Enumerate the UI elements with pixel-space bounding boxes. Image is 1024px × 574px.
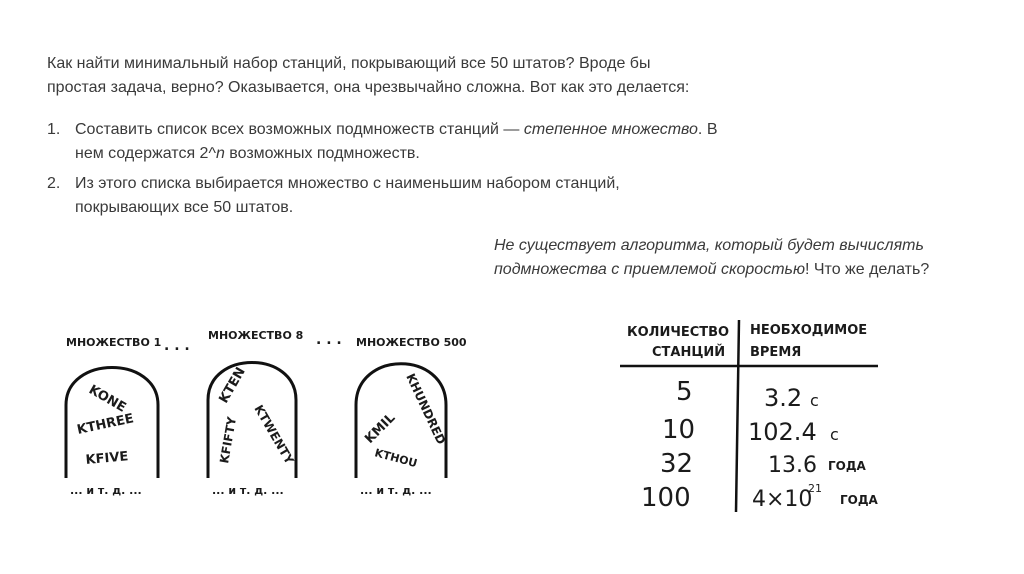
set-500-item-1: KHUNDRED bbox=[403, 371, 449, 447]
set-500-title: МНОЖЕСТВО 500 bbox=[356, 336, 467, 349]
step-2-number: 2. bbox=[47, 175, 61, 192]
ellipsis-1: . . . bbox=[164, 338, 190, 354]
intro-line-1: Как найти минимальный набор станций, покрывающий все 50 штатов? Вроде бы bbox=[47, 55, 651, 72]
row-2-time: 102.4 bbox=[748, 418, 817, 446]
set-500-item-2: KMIL bbox=[362, 410, 399, 447]
set-8 bbox=[208, 329, 303, 497]
row-2-stations: 10 bbox=[662, 415, 696, 445]
set-8-title: МНОЖЕСТВО 8 bbox=[208, 329, 304, 342]
row-1-unit: с bbox=[810, 391, 819, 410]
set-500 bbox=[356, 336, 467, 497]
header-time-line-2: ВРЕМЯ bbox=[750, 345, 802, 360]
step-1-text-b: . В нем содержатся 2^ bbox=[75, 121, 718, 162]
step-1-n: n bbox=[215, 145, 225, 162]
row-1-stations: 5 bbox=[676, 377, 693, 407]
header-stations-line-2: СТАНЦИЙ bbox=[652, 345, 726, 360]
set-500-item-3: KTHOU bbox=[373, 446, 419, 471]
set-1-item-2: KTHREE bbox=[75, 411, 136, 438]
step-2-text: Из этого списка выбирается множество с наименьшим набором станций, покрывающих все 50 штатов. bbox=[75, 175, 620, 216]
row-4-exponent: 21 bbox=[808, 482, 822, 495]
intro-line-2: простая задача, верно? Оказывается, она чрезвычайно сложна. Вот как это делается: bbox=[47, 79, 690, 96]
table-vertical-rule bbox=[736, 320, 739, 512]
row-2-unit: с bbox=[830, 425, 839, 444]
row-4-time: 4×10 bbox=[752, 487, 813, 512]
header-stations-line-1: КОЛИЧЕСТВО bbox=[627, 325, 730, 340]
time-table bbox=[620, 320, 879, 513]
set-8-item-2: KFIFTY bbox=[217, 415, 240, 465]
row-3-unit: ГОДА bbox=[828, 459, 866, 473]
row-1-time: 3.2 bbox=[764, 384, 803, 412]
set-8-item-1: KTEN bbox=[216, 364, 249, 406]
set-8-item-3: KTWENTY bbox=[251, 402, 297, 467]
note-plain: ! Что же делать? bbox=[804, 261, 930, 278]
row-3-time: 13.6 bbox=[768, 453, 817, 478]
row-3-stations: 32 bbox=[660, 449, 694, 479]
step-1-text-c: возможных подмножеств. bbox=[224, 145, 420, 162]
row-4-unit: ГОДА bbox=[840, 493, 878, 507]
set-1-title: МНОЖЕСТВО 1 bbox=[66, 336, 162, 349]
set-1-item-1: KONE bbox=[86, 382, 129, 416]
set-1-footer: ... и т. д. ... bbox=[70, 484, 142, 497]
step-1-term: степенное множество bbox=[523, 121, 698, 138]
set-500-footer: ... и т. д. ... bbox=[360, 484, 432, 497]
step-1-text-a: Составить список всех возможных подмножеств станций — bbox=[75, 121, 524, 138]
set-1-item-3: KFIVE bbox=[85, 449, 129, 468]
note-italic: Не существует алгоритма, который будет вычислять подмножества с приемлемой скоростью bbox=[494, 237, 924, 278]
set-8-footer: ... и т. д. ... bbox=[212, 484, 284, 497]
header-time-line-1: НЕОБХОДИМОЕ bbox=[750, 323, 868, 338]
step-1-number: 1. bbox=[47, 121, 61, 138]
ellipsis-2: . . . bbox=[316, 332, 342, 348]
row-4-stations: 100 bbox=[641, 483, 691, 513]
set-1 bbox=[66, 336, 161, 497]
